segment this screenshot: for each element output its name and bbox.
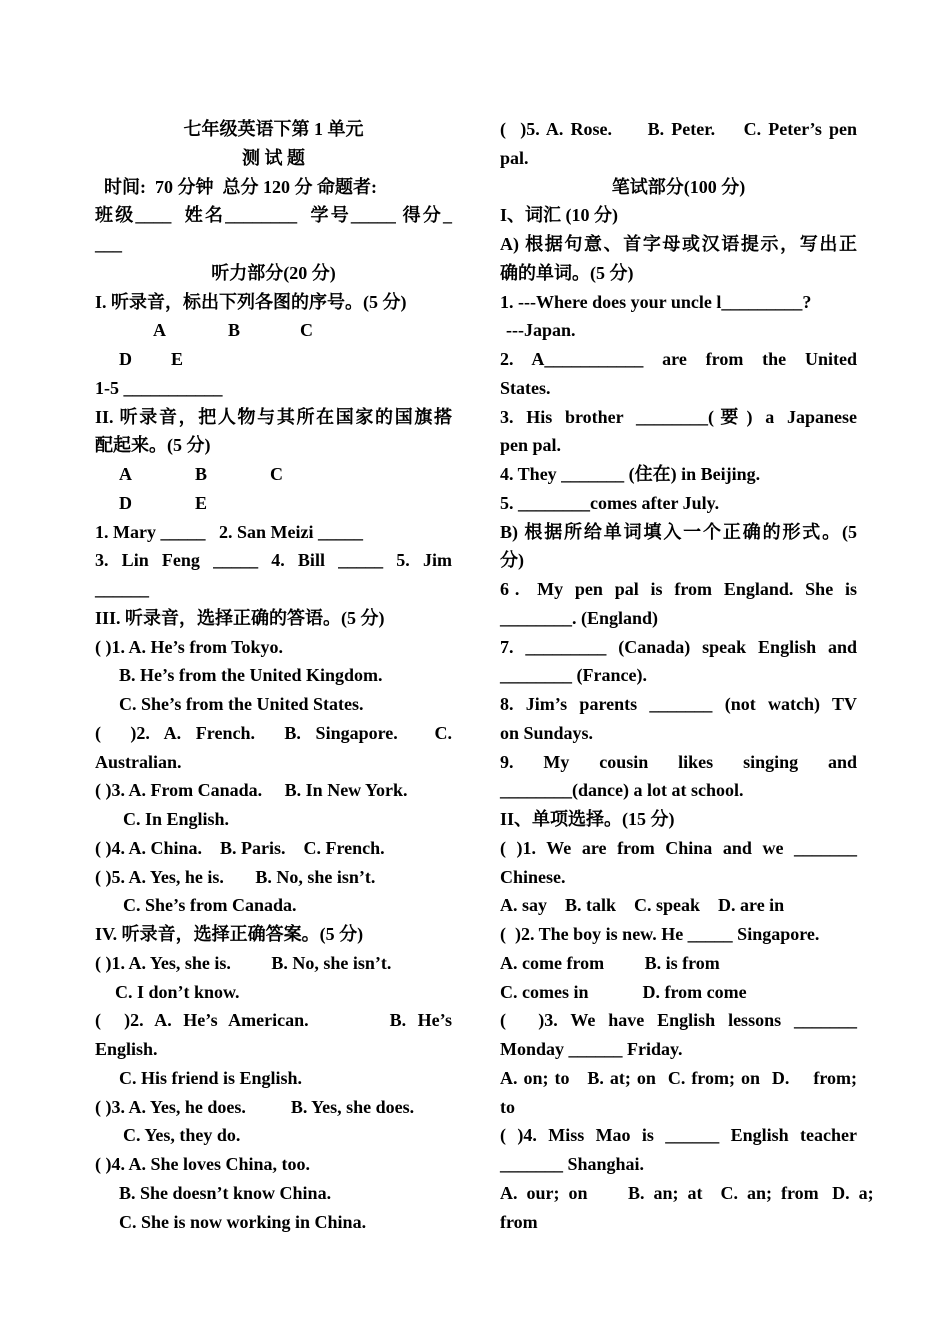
left-line-29: IV. 听录音，选择正确答案。(5 分) bbox=[95, 924, 364, 944]
left-line-33: English. bbox=[95, 1039, 158, 1059]
right-line-21: 8. Jim’s parents _______ (not watch) TV bbox=[500, 694, 857, 714]
left-line-13 bbox=[95, 460, 452, 489]
right-line-3: 笔试部分(100 分) bbox=[611, 176, 746, 197]
picture-label: A bbox=[119, 464, 132, 484]
right-line-19: 7. _________ (Canada) speak English and bbox=[500, 636, 857, 657]
left-line-36: C. Yes, they do. bbox=[123, 1125, 241, 1146]
picture-label: E bbox=[195, 492, 208, 513]
left-line-22: ( )2. A. French. B. Singapore. C. bbox=[95, 722, 452, 743]
right-line-7: 1. ---Where does your uncle l_________? bbox=[500, 291, 812, 312]
right-line-26: ( )1. We are from China and we _______ bbox=[500, 837, 857, 858]
left-line-31: C. I don’t know. bbox=[115, 981, 240, 1002]
right-line-8: ---Japan. bbox=[506, 320, 576, 341]
left-line-19: ( )1. A. He’s from Tokyo. bbox=[95, 636, 284, 657]
right-line-13: 4. They _______ (住在) in Beijing. bbox=[500, 464, 761, 484]
left-line-39: C. She is now working in China. bbox=[119, 1211, 367, 1232]
left-line-3: 时间: 70 分钟 总分 120 分 命题者: bbox=[95, 176, 377, 197]
right-line-2: pal. bbox=[500, 147, 529, 168]
right-line-38: A. our; on B. an; at C. an; from D. a; bbox=[500, 1182, 874, 1203]
left-line-20: B. He’s from the United Kingdom. bbox=[119, 665, 383, 686]
left-line-23: Australian. bbox=[95, 751, 182, 772]
right-line-25: II、单项选择。(15 分) bbox=[500, 809, 675, 829]
left-line-17: ______ bbox=[95, 579, 149, 599]
right-line-36: ( )4. Miss Mao is ______ English teacher bbox=[500, 1125, 857, 1146]
left-line-5: ___ bbox=[95, 234, 122, 254]
right-line-16: 分) bbox=[500, 550, 524, 571]
right-line-22: on Sundays. bbox=[500, 722, 594, 743]
left-line-32: ( )2. A. He’s American. B. He’s bbox=[95, 1010, 452, 1031]
left-line-8 bbox=[95, 316, 452, 345]
right-line-37: _______ Shanghai. bbox=[500, 1154, 645, 1174]
left-line-12: 配起来。(5 分) bbox=[95, 435, 211, 456]
left-line-26: ( )4. A. China. B. Paris. C. French. bbox=[95, 837, 385, 858]
right-line-39: from bbox=[500, 1211, 538, 1232]
right-line-11: 3. His brother ________( 要 ) a Japanese bbox=[500, 406, 857, 427]
right-line-4: I、词汇 (10 分) bbox=[500, 205, 618, 226]
right-line-28: A. say B. talk C. speak D. are in bbox=[500, 895, 785, 916]
picture-label: B bbox=[195, 464, 208, 484]
right-line-27: Chinese. bbox=[500, 866, 566, 887]
picture-label: B bbox=[228, 320, 241, 341]
right-line-30: A. come from B. is from bbox=[500, 952, 720, 973]
picture-label: D bbox=[119, 349, 132, 369]
left-line-30: ( )1. A. Yes, she is. B. No, she isn’t. bbox=[95, 952, 392, 973]
right-line-5: A) 根据句意、首字母或汉语提示，写出正 bbox=[500, 234, 857, 254]
left-column bbox=[95, 115, 452, 1236]
left-line-25: C. In English. bbox=[123, 809, 230, 829]
left-line-38: B. She doesn’t know China. bbox=[119, 1182, 332, 1203]
right-line-15: B) 根据所给单词填入一个正确的形式。(5 bbox=[500, 521, 857, 542]
right-line-18: ________. (England) bbox=[500, 607, 659, 628]
right-column bbox=[500, 115, 874, 1236]
right-line-24: ________(dance) a lot at school. bbox=[500, 780, 744, 801]
left-line-14 bbox=[95, 489, 452, 518]
left-line-11: II. 听录音，把人物与其所在国家的国旗搭 bbox=[95, 406, 452, 427]
right-line-29: ( )2. The boy is new. He _____ Singapore. bbox=[500, 924, 820, 944]
left-line-7: I. 听录音，标出下列各图的序号。(5 分) bbox=[95, 291, 407, 312]
picture-label: C bbox=[300, 320, 313, 341]
picture-label: D bbox=[119, 492, 132, 513]
right-line-34: A. on; to B. at; on C. from; on D. from; bbox=[500, 1067, 857, 1088]
right-line-31: C. comes in D. from come bbox=[500, 981, 747, 1002]
left-line-37: ( )4. A. She loves China, too. bbox=[95, 1154, 311, 1174]
right-line-17: 6 . My pen pal is from England. She is bbox=[500, 579, 857, 599]
right-line-10: States. bbox=[500, 377, 551, 398]
right-line-12: pen pal. bbox=[500, 435, 562, 456]
left-line-27: ( )5. A. Yes, he is. B. No, she isn’t. bbox=[95, 866, 376, 887]
left-line-34: C. His friend is English. bbox=[119, 1067, 303, 1088]
left-line-21: C. She’s from the United States. bbox=[119, 694, 364, 714]
right-line-6: 确的单词。(5 分) bbox=[500, 262, 634, 283]
right-line-14: 5. ________comes after July. bbox=[500, 492, 720, 513]
left-line-4: 班级____ 姓名________ 学号_____ 得分_ bbox=[95, 205, 452, 226]
left-line-35: ( )3. A. Yes, he does. B. Yes, she does. bbox=[95, 1096, 415, 1117]
right-line-23: 9. My cousin likes singing and bbox=[500, 751, 857, 772]
left-line-6: 听力部分(20 分) bbox=[211, 262, 336, 283]
left-line-10: 1-5 ___________ bbox=[95, 377, 223, 398]
left-line-1: 七年级英语下第 1 单元 bbox=[183, 119, 364, 139]
left-line-28: C. She’s from Canada. bbox=[123, 895, 297, 916]
left-line-16: 3. Lin Feng _____ 4. Bill _____ 5. Jim bbox=[95, 550, 452, 571]
right-line-20: ________ (France). bbox=[500, 665, 647, 686]
picture-label: A bbox=[153, 320, 166, 341]
left-line-18: III. 听录音，选择正确的答语。(5 分) bbox=[95, 607, 385, 628]
right-line-32: ( )3. We have English lessons _______ bbox=[500, 1010, 857, 1031]
left-line-24: ( )3. A. From Canada. B. In New York. bbox=[95, 780, 408, 801]
right-line-35: to bbox=[500, 1096, 515, 1117]
left-line-2: 测 试 题 bbox=[242, 147, 305, 168]
left-line-15: 1. Mary _____ 2. San Meizi _____ bbox=[95, 521, 363, 542]
right-line-33: Monday ______ Friday. bbox=[500, 1039, 683, 1059]
right-line-1: ( )5. A. Rose. B. Peter. C. Peter’s pen bbox=[500, 119, 857, 139]
left-line-9 bbox=[95, 345, 452, 374]
right-line-9: 2. A___________ are from the United bbox=[500, 349, 857, 369]
picture-label: E bbox=[171, 349, 184, 369]
picture-label: C bbox=[270, 464, 283, 484]
